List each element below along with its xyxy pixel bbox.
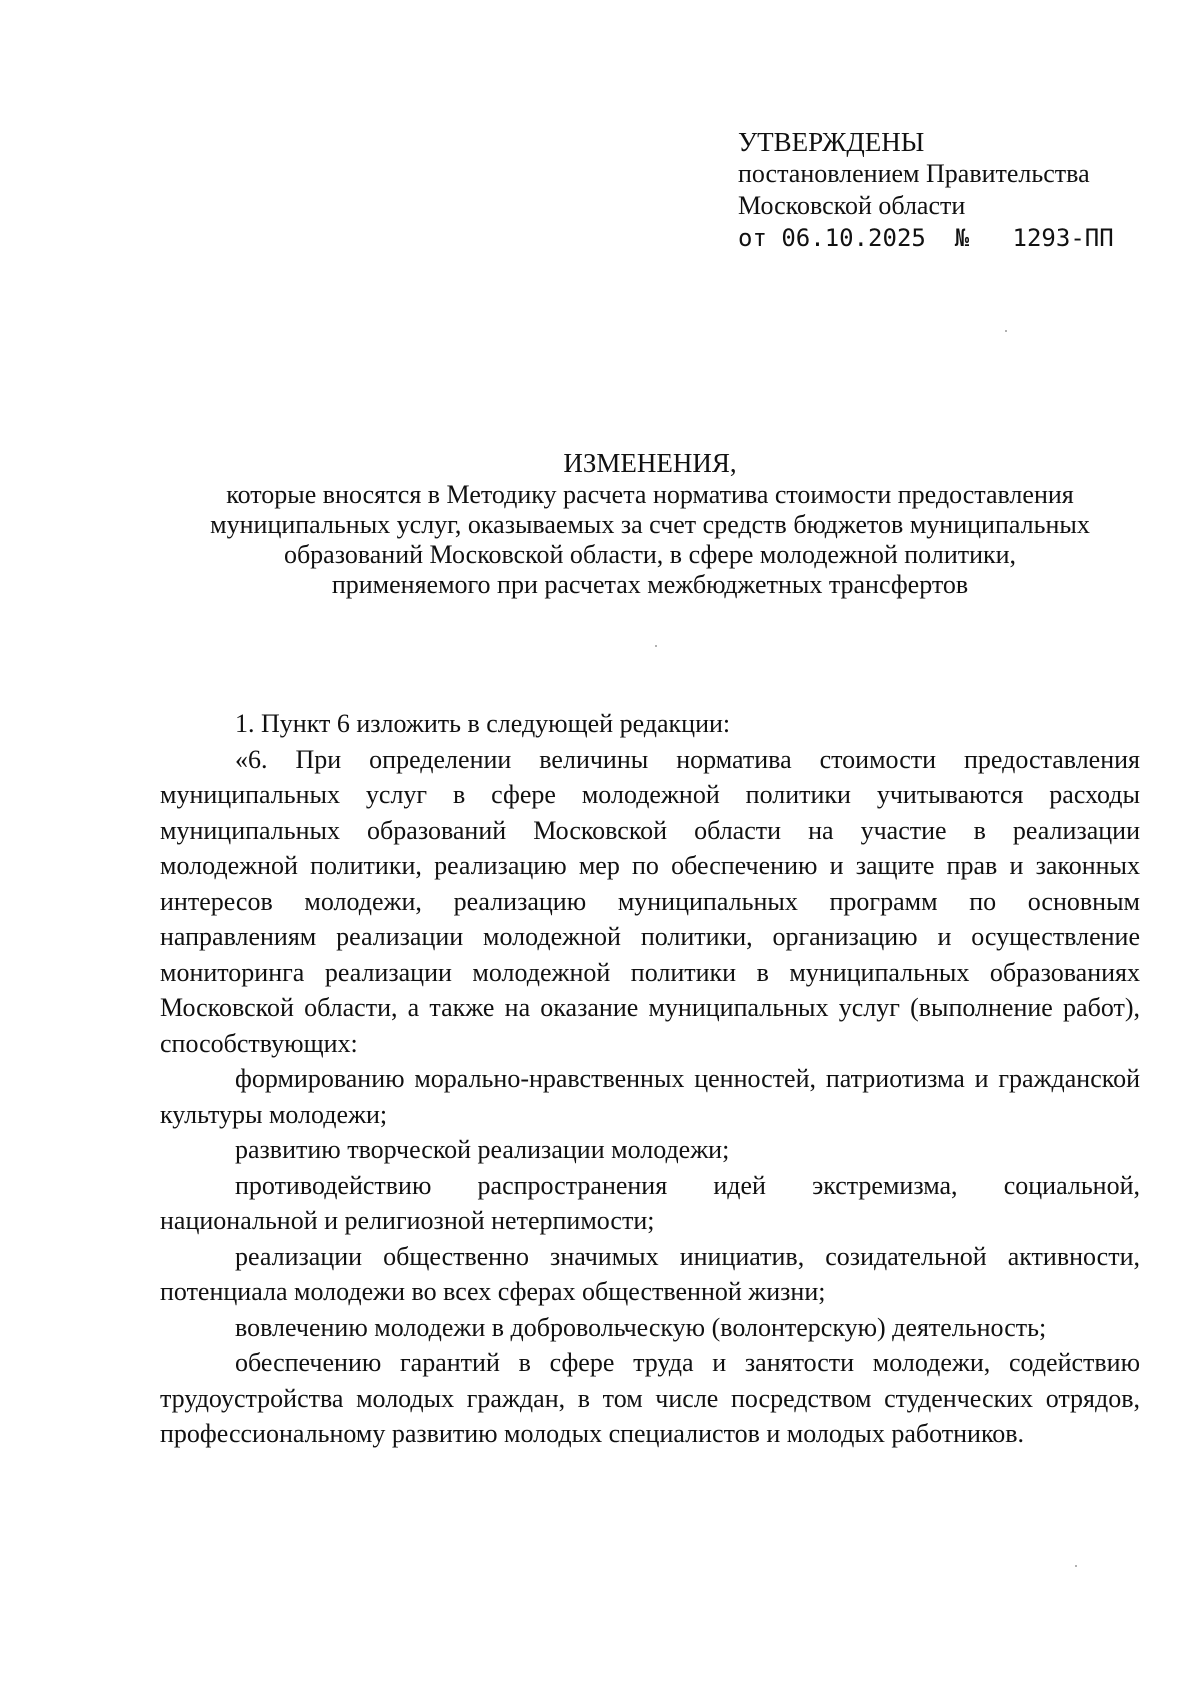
paragraph-initiatives: реализации общественно значимых инициатив, созидательной активности, потенциала молодежи во всех сферах общественной жизни; [160, 1241, 1140, 1306]
document-heading [150, 448, 1150, 600]
paragraph-extremism: противодействию распространения идей экстремизма, социальной, национальной и религиозной нетерпимости; [160, 1170, 1140, 1235]
approval-title: УТВЕРЖДЕНЫ [738, 127, 925, 157]
paragraph-values: формированию морально-нравственных ценностей, патриотизма и гражданской культуры молодежи; [160, 1064, 1140, 1129]
heading-line-1: которые вносятся в Методику расчета норматива стоимости предоставления [226, 480, 1074, 509]
paragraph-volunteering: вовлечению молодежи в добровольческую (волонтерскую) деятельность; [235, 1312, 1047, 1342]
approval-line-1: постановлением Правительства [738, 159, 1090, 188]
document-body [160, 706, 1140, 1452]
paragraph-point-6: «6. При определении величины норматива стоимости предоставления муниципальных услуг в сфере молодежной политики учитываются расходы муниципальных образований Московской области на участие в реализации молодежной политики, реализацию мер по обеспечению и защите прав и законных интересов молодежи, реализацию муниципальных программ по основным направлениям реализации молодежной политики, организацию и осуществление мониторинга реализации молодежной политики в муниципальных образованиях Московской области, а также на оказание муниципальных услуг (выполнение работ), способствующих: [160, 744, 1140, 1058]
scan-speck [1075, 1565, 1077, 1567]
approval-line-2: Московской области [738, 191, 966, 220]
approval-block [738, 126, 1114, 254]
scan-speck [1005, 330, 1007, 332]
paragraph-employment: обеспечению гарантий в сфере труда и занятости молодежи, содействию трудоустройства молодых граждан, в том числе посредством студенческих отрядов, профессиональному развитию молодых специалистов и молодых работников. [160, 1348, 1140, 1448]
paragraph-creative: развитию творческой реализации молодежи; [235, 1135, 730, 1164]
heading-line-3: образований Московской области, в сфере молодежной политики, [283, 540, 1017, 569]
scan-speck [655, 645, 657, 647]
heading-line-4: применяемого при расчетах межбюджетных трансфертов [331, 570, 969, 599]
heading-title: ИЗМЕНЕНИЯ, [563, 448, 737, 478]
heading-line-2: муниципальных услуг, оказываемых за счет средств бюджетов муниципальных [210, 510, 1090, 539]
paragraph-item-1: 1. Пункт 6 изложить в следующей редакции: [235, 709, 731, 738]
approval-date-number: от 06.10.2025 № 1293-ПП [738, 224, 1114, 252]
